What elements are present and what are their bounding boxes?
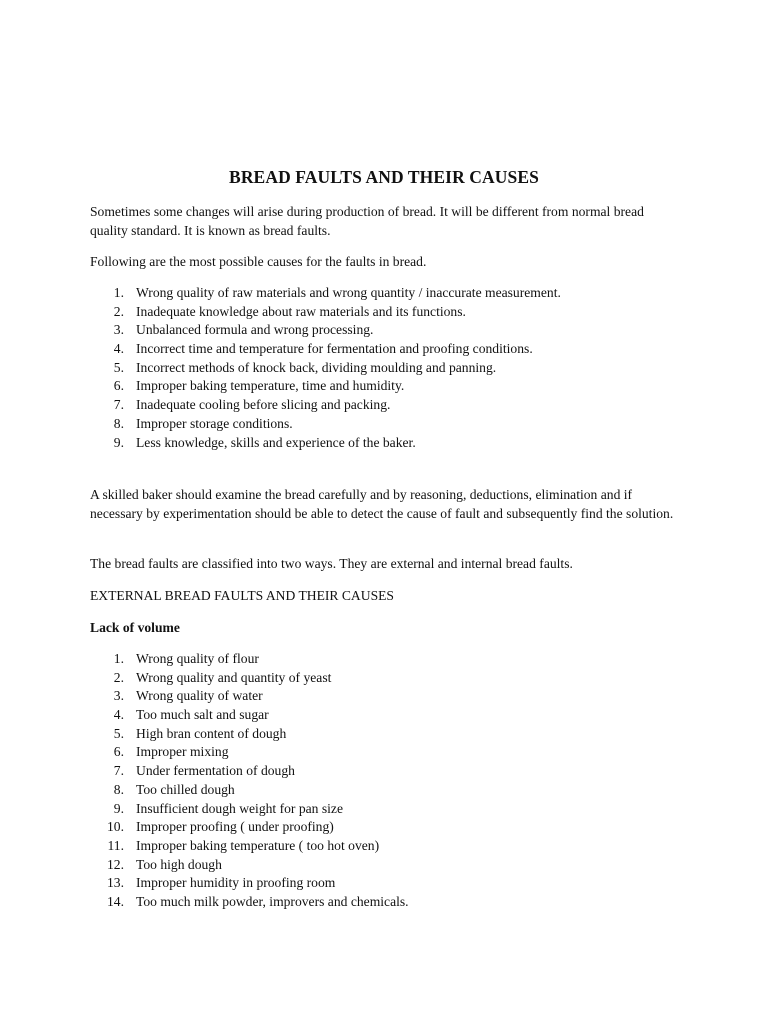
list-item-text: Improper humidity in proofing room <box>136 875 336 891</box>
list-item-number: 2. <box>113 303 124 319</box>
list-item-text: Unbalanced formula and wrong processing. <box>136 322 374 338</box>
intro-paragraph: Sometimes some changes will arise during production of bread. It will be different from normal bread quality standard. It is known as bread faults. <box>90 204 644 238</box>
list-item-text: Improper storage conditions. <box>136 415 293 431</box>
list-item-number: 4. <box>113 707 124 723</box>
list-item-text: Insufficient dough weight for pan size <box>136 800 343 816</box>
list-item-text: Improper baking temperature, time and humidity. <box>136 378 405 394</box>
list-item-text: Wrong quality of flour <box>136 651 259 666</box>
list-item-text: Inadequate knowledge about raw materials and its functions. <box>136 303 466 319</box>
list-item-number: 13. <box>107 875 124 891</box>
list-item-number: 7. <box>113 763 124 779</box>
list-item-number: 6. <box>113 378 124 394</box>
causes-intro-paragraph: Following are the most possible causes for the faults in bread. <box>90 254 427 269</box>
list-item-number: 4. <box>113 341 124 357</box>
list-item-text: Less knowledge, skills and experience of the baker. <box>136 434 416 450</box>
list-item-text: Incorrect methods of knock back, dividing moulding and panning. <box>136 359 497 375</box>
list-item-text: Too high dough <box>136 856 222 872</box>
external-faults-heading: EXTERNAL BREAD FAULTS AND THEIR CAUSES <box>90 588 394 603</box>
list-item-number: 5. <box>113 359 124 375</box>
classification-paragraph: The bread faults are classified into two ways. They are external and internal bread faults. <box>90 556 573 571</box>
list-item-text: High bran content of dough <box>136 725 287 741</box>
list-item-number: 9. <box>113 800 124 816</box>
list-item-number: 5. <box>113 725 124 741</box>
list-item-number: 2. <box>113 669 124 685</box>
list-item-number: 7. <box>113 397 124 413</box>
list-item-number: 12. <box>107 856 124 872</box>
list-item-text: Too much milk powder, improvers and chemicals. <box>136 893 409 909</box>
list-item-number: 11. <box>107 837 124 853</box>
list-item-number: 6. <box>113 744 124 760</box>
list-item-text: Wrong quality and quantity of yeast <box>136 669 332 685</box>
list-item-text: Improper proofing ( under proofing) <box>136 819 334 835</box>
list-item-number: 14. <box>107 893 124 909</box>
lack-of-volume-heading: Lack of volume <box>90 620 180 635</box>
list-item-number: 1. <box>113 285 124 300</box>
list-item-text: Too much salt and sugar <box>136 707 269 723</box>
list-item-text: Under fermentation of dough <box>136 763 295 779</box>
list-item-text: Too chilled dough <box>136 781 235 797</box>
list-item-text: Improper baking temperature ( too hot oven) <box>136 837 380 853</box>
list-item-number: 9. <box>113 434 124 450</box>
list-item-number: 1. <box>113 651 124 666</box>
list-item-text: Wrong quality of water <box>136 688 263 704</box>
list-item-number: 8. <box>113 415 124 431</box>
list-item-text: Incorrect time and temperature for fermentation and proofing conditions. <box>136 341 533 357</box>
list-item-number: 3. <box>113 322 124 338</box>
page-title: BREAD FAULTS AND THEIR CAUSES <box>229 167 539 187</box>
list-item-text: Wrong quality of raw materials and wrong quantity / inaccurate measurement. <box>136 285 561 300</box>
list-item-number: 8. <box>113 781 124 797</box>
skilled-baker-paragraph: A skilled baker should examine the bread carefully and by reasoning, deductions, elimination and if necessary by experimentation should be able to detect the cause of fault and subsequently find the solution. <box>90 487 674 521</box>
list-item-text: Improper mixing <box>136 744 229 760</box>
list-item-text: Inadequate cooling before slicing and packing. <box>136 397 391 413</box>
list-item-number: 10. <box>107 819 124 835</box>
list-item-number: 3. <box>113 688 124 704</box>
